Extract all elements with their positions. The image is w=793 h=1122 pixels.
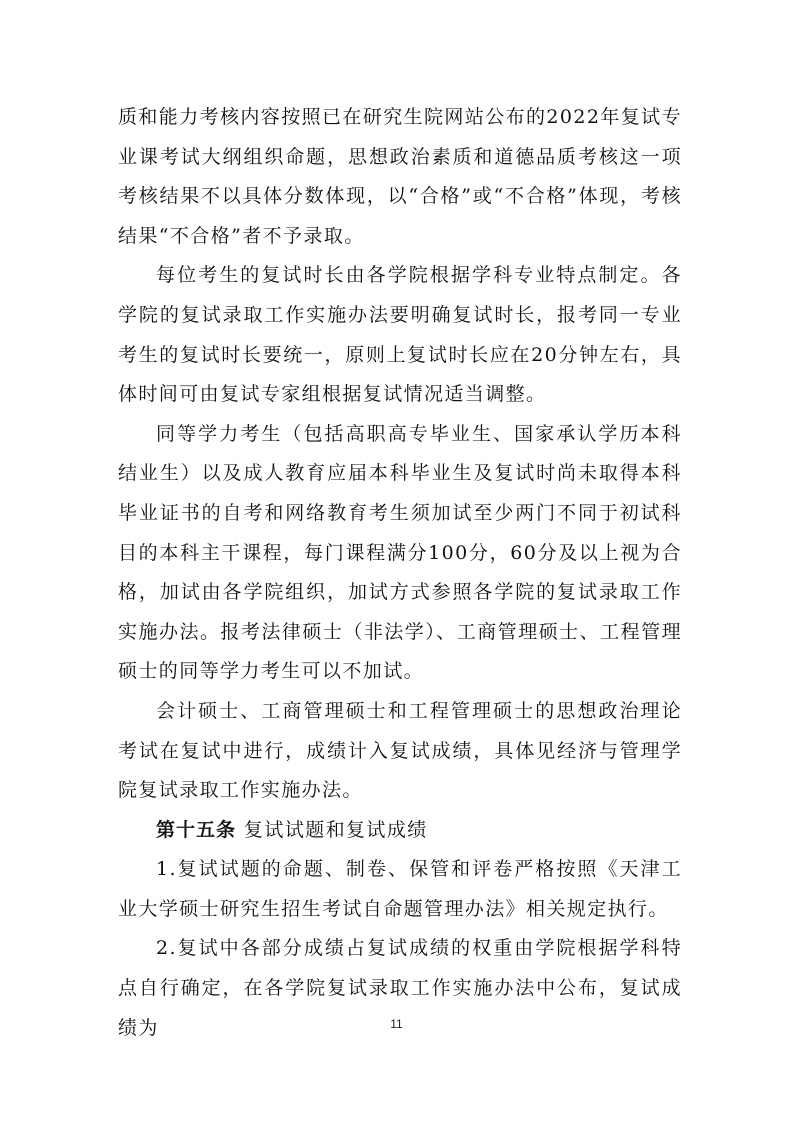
article-number: 第十五条: [156, 818, 237, 841]
page-number: 11: [390, 1017, 403, 1031]
article-title: 复试试题和复试成绩: [244, 818, 428, 841]
paragraph-retest-duration: 每位考生的复试时长由各学院根据学科专业特点制定。各学院的复试录取工作实施办法要明确复试时长，报考同一专业考生的复试时长要统一，原则上复试时长应在20分钟左右，具体时间可由复试专家组根据复试情况适当调整。: [118, 264, 682, 406]
paragraph-exam-content: 质和能力考核内容按照已在研究生院网站公布的2022年复试专业课考试大纲组织命题，思想政治素质和道德品质考核这一项考核结果不以具体分数体现，以“合格”或“不合格”体现，考核结果“不合格”者不予录取。: [118, 106, 682, 247]
paragraph-equivalent-education: 同等学力考生（包括高职高专毕业生、国家承认学历本科结业生）以及成人教育应届本科毕业生及复试时尚未取得本科毕业证书的自考和网络教育考生须加试至少两门不同于初试科目的本科主干课程，每门课程满分100分，60分及以上视为合格，加试由各学院组织，加试方式参照各学院的复试录取工作实施办法。报考法律硕士（非法学）、工商管理硕士、工程管理硕士的同等学力考生可以不加试。: [118, 422, 682, 683]
document-body: [118, 98, 682, 1048]
paragraph-political-theory: 会计硕士、工商管理硕士和工程管理硕士的思想政治理论考试在复试中进行，成绩计入复试成绩，具体见经济与管理学院复试录取工作实施办法。: [118, 699, 682, 802]
paragraph-item-2: 2.复试中各部分成绩占复试成绩的权重由学院根据学科特点自行确定，在各学院复试录取工作实施办法中公布，复试成绩为: [118, 937, 682, 1039]
paragraph-item-1: 1.复试试题的命题、制卷、保管和评卷严格按照《天津工业大学硕士研究生招生考试自命题管理办法》相关规定执行。: [118, 858, 682, 920]
article-heading-line: [118, 811, 682, 851]
